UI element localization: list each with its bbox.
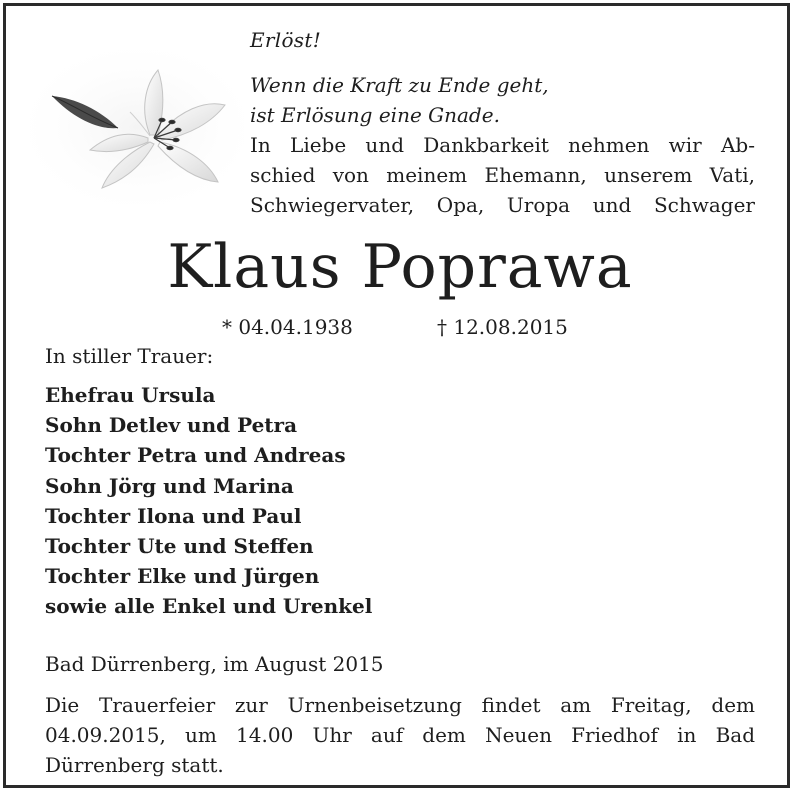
place-and-date: Bad Dürrenberg, im August 2015	[45, 652, 384, 676]
mourning-label: In stiller Trauer:	[45, 344, 214, 368]
list-item: Tochter Ute und Steffen	[45, 534, 314, 559]
death-date: † 12.08.2015	[437, 315, 568, 339]
list-item: Sohn Jörg und Marina	[45, 473, 294, 498]
lily-flower-icon	[30, 50, 245, 205]
intro-paragraph	[250, 130, 755, 220]
list-item: Tochter Ilona und Paul	[45, 503, 302, 528]
verse-line: Wenn die Kraft zu Ende geht,	[250, 73, 549, 97]
list-item: Tochter Petra und Andreas	[45, 443, 346, 468]
intro-line: Schwiegervater, Opa, Uropa und Schwager	[250, 193, 755, 217]
motto-heading: Erlöst!	[250, 28, 322, 52]
intro-line: schied von meinem Ehemann, unserem Vati,	[250, 163, 755, 187]
birth-date: * 04.04.1938	[222, 315, 353, 339]
mourners-list	[45, 380, 372, 622]
verse-line: ist Erlösung eine Gnade.	[250, 103, 500, 127]
list-item: Tochter Elke und Jürgen	[45, 564, 320, 589]
funeral-line: 04.09.2015, um 14.00 Uhr auf dem Neuen Friedhof in Bad	[45, 723, 755, 747]
list-item: Ehefrau Ursula	[45, 383, 216, 407]
funeral-line: Die Trauerfeier zur Urnenbeisetzung findet am Freitag, dem	[45, 693, 755, 717]
funeral-line: Dürrenberg statt.	[45, 753, 224, 777]
deceased-name: Klaus Poprawa	[167, 232, 633, 302]
list-item: Sohn Detlev und Petra	[45, 413, 298, 438]
list-item: sowie alle Enkel und Urenkel	[45, 594, 373, 619]
funeral-info	[45, 690, 755, 780]
intro-line: In Liebe und Dankbarkeit nehmen wir Ab-	[250, 133, 755, 157]
verse-block	[250, 70, 549, 130]
